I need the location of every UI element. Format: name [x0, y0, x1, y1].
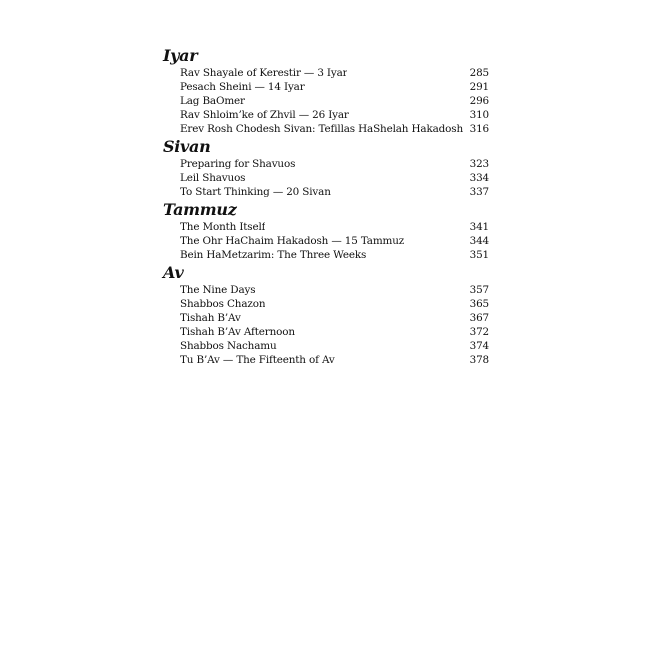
toc-entry[interactable]	[180, 122, 489, 136]
entry-page-number: 341	[469, 221, 489, 233]
toc-entry[interactable]	[180, 80, 489, 94]
entry-label: Rav Shloim’ke of Zhvil — 26 Iyar	[180, 109, 349, 121]
entry-page-number: 285	[469, 67, 489, 79]
section-title: Av	[163, 263, 184, 282]
entry-label: Shabbos Chazon	[180, 298, 266, 310]
entry-page-number: 357	[469, 284, 489, 296]
entry-label: Rav Shayale of Kerestir — 3 Iyar	[180, 67, 348, 79]
toc-entry[interactable]	[180, 339, 489, 353]
toc-entry[interactable]	[180, 297, 489, 311]
entry-page-number: 323	[469, 158, 489, 170]
entry-page-number: 337	[469, 186, 489, 198]
entry-label: Tu B’Av — The Fifteenth of Av	[180, 354, 335, 366]
entry-list	[163, 283, 489, 367]
entry-page-number: 344	[469, 235, 489, 247]
entry-page-number: 374	[469, 340, 489, 352]
entry-list	[163, 220, 489, 262]
entry-label: Tishah B’Av	[180, 312, 241, 324]
section-title: Tammuz	[163, 200, 237, 219]
entry-label: Leil Shavuos	[180, 172, 246, 184]
entry-page-number: 316	[469, 123, 489, 135]
entry-label: Erev Rosh Chodesh Sivan: Tefillas HaShelah Hakadosh	[180, 123, 463, 135]
entry-label: Pesach Sheini — 14 Iyar	[180, 81, 305, 93]
toc-entry[interactable]	[180, 157, 489, 171]
toc-section-iyar	[163, 46, 489, 136]
entry-page-number: 372	[469, 326, 489, 338]
toc-entry[interactable]	[180, 171, 489, 185]
toc-entry[interactable]	[180, 108, 489, 122]
entry-page-number: 291	[469, 81, 489, 93]
entry-label: The Ohr HaChaim Hakadosh — 15 Tammuz	[180, 235, 405, 247]
section-title: Sivan	[163, 137, 211, 156]
toc-entry[interactable]	[180, 248, 489, 262]
toc-entry[interactable]	[180, 325, 489, 339]
entry-page-number: 310	[469, 109, 489, 121]
entry-label: The Nine Days	[180, 284, 256, 296]
entry-page-number: 296	[469, 95, 489, 107]
toc-entry[interactable]	[180, 185, 489, 199]
entry-page-number: 334	[469, 172, 489, 184]
toc-section-sivan	[163, 137, 489, 199]
toc-entry[interactable]	[180, 220, 489, 234]
toc-entry[interactable]	[180, 234, 489, 248]
entry-label: Shabbos Nachamu	[180, 340, 277, 352]
entry-label: Lag BaOmer	[180, 95, 245, 107]
toc-entry[interactable]	[180, 283, 489, 297]
entry-label: To Start Thinking — 20 Sivan	[180, 186, 331, 198]
entry-page-number: 367	[469, 312, 489, 324]
entry-page-number: 365	[469, 298, 489, 310]
entry-list	[163, 157, 489, 199]
toc-entry[interactable]	[180, 353, 489, 367]
section-title: Iyar	[163, 46, 198, 65]
toc-entry[interactable]	[180, 94, 489, 108]
toc-entry[interactable]	[180, 66, 489, 80]
entry-label: Bein HaMetzarim: The Three Weeks	[180, 249, 367, 261]
toc-section-tammuz	[163, 200, 489, 262]
toc-section-av	[163, 263, 489, 367]
entry-page-number: 351	[469, 249, 489, 261]
entry-label: Tishah B’Av Afternoon	[180, 326, 295, 338]
entry-label: Preparing for Shavuos	[180, 158, 296, 170]
table-of-contents	[163, 46, 489, 367]
toc-entry[interactable]	[180, 311, 489, 325]
entry-list	[163, 66, 489, 136]
entry-page-number: 378	[469, 354, 489, 366]
entry-label: The Month Itself	[180, 221, 266, 233]
